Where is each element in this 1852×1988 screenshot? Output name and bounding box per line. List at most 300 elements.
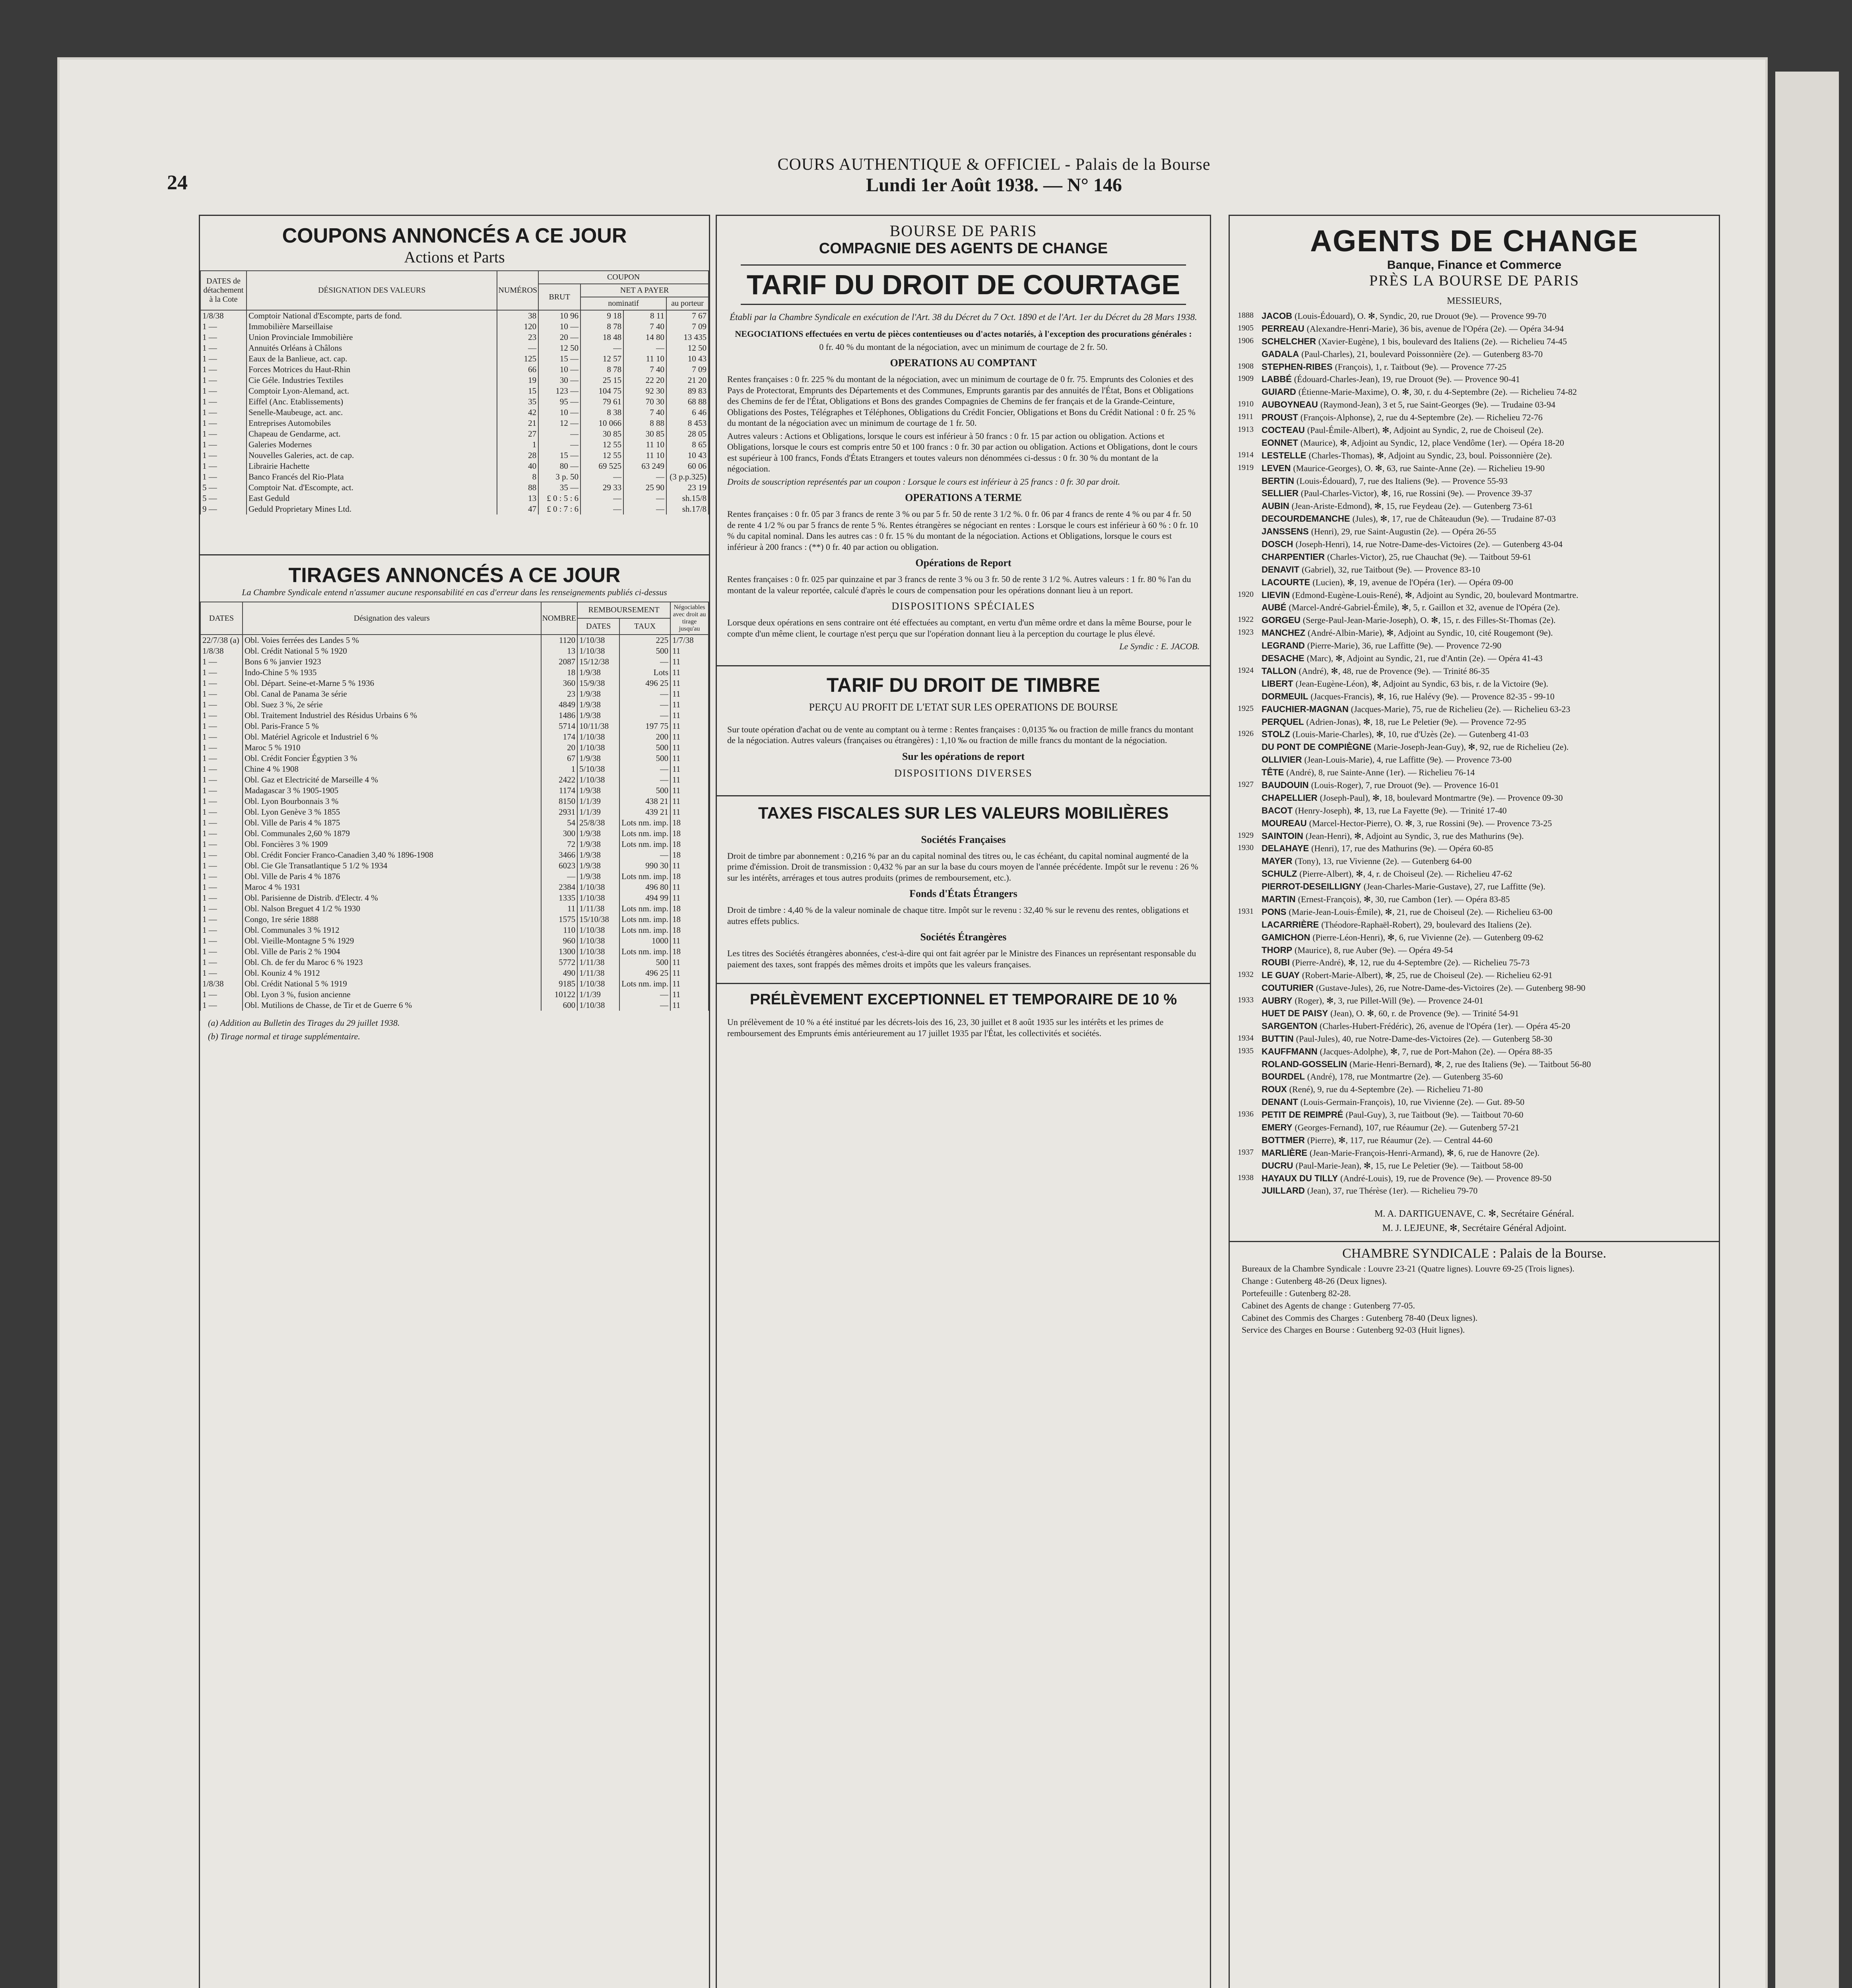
tirages-cell: 1 —: [200, 732, 243, 742]
tirages-row: [200, 903, 709, 914]
tirages-cell: 1/9/38: [577, 850, 619, 860]
agent-year: [1238, 1070, 1262, 1083]
tirages-cell: 1/9/38: [577, 839, 619, 850]
tirages-cell: Obl. Traitement Industriel des Résidus Urbains 6 %: [243, 710, 541, 721]
agent-name: LACARRIÈRE: [1262, 919, 1319, 930]
tirages-cell: 18: [670, 828, 709, 839]
coupons-subtitle: Actions et Parts: [404, 248, 505, 266]
agent-year: 1930: [1238, 843, 1254, 852]
coupon-row: [200, 364, 709, 375]
coupon-cell: Comptoir National d'Escompte, parts de fond.: [247, 310, 497, 321]
agent-year: [1238, 741, 1262, 753]
coupon-cell: 21 20: [666, 375, 709, 386]
agent-name: PONS: [1262, 907, 1287, 917]
agent-details: (François), 1, r. Taitbout (9e). — Provence 77-25: [1335, 361, 1506, 372]
tirages-row: [200, 807, 709, 817]
agent-details: (Lucien), ✻, 19, avenue de l'Opéra (1er). — Opéra 09-00: [1312, 577, 1513, 587]
tirages-cell: 18: [670, 946, 709, 957]
coupon-cell: 1 —: [200, 332, 247, 343]
agent-details: (Charles-Hubert-Frédéric), 26, avenue de l'Opéra (1er). — Opéra 45-20: [1320, 1021, 1571, 1031]
tirages-cell: Lots nm. imp.: [619, 978, 670, 989]
tirages-cell: Maroc 4 % 1931: [243, 882, 541, 893]
right-column: [1229, 215, 1720, 1988]
tirages-cell: 300: [541, 828, 578, 839]
coupon-row: [200, 332, 709, 343]
coupons-title: COUPONS ANNONCÉS A CE JOUR: [282, 224, 627, 247]
agent-entry: [1238, 868, 1711, 880]
tirages-row: [200, 968, 709, 978]
tirages-cell: Lots nm. imp.: [619, 817, 670, 828]
tirages-cell: Obl. Voies ferrées des Landes 5 %: [243, 635, 541, 646]
tirages-cell: 1/1/39: [577, 807, 619, 817]
timbre-text: Sur toute opération d'achat ou de vente au comptant ou à terme : Rentes françaises : 0,0135 ‰ ou fraction de mille francs du montant de la négociation. Autres valeurs (françaises ou étrangères) : 1,10 ‰ ou fraction de mille francs du montant de la négociation.: [727, 724, 1194, 745]
tirage-col-nombre: NOMBRE: [541, 602, 578, 635]
coupon-cell: 1 —: [200, 364, 247, 375]
agent-entry: [1238, 398, 1711, 411]
agent-name: DESACHE: [1262, 653, 1305, 664]
agent-name: LE GUAY: [1262, 970, 1300, 980]
agent-name: DOSCH: [1262, 539, 1293, 549]
tirages-cell: 11: [670, 678, 709, 689]
tirages-cell: 1 —: [200, 850, 243, 860]
agent-details: (Jean-Eugène-Léon), ✻, Adjoint au Syndic, 63 bis, r. de la Victoire (9e).: [1295, 678, 1549, 689]
tirages-cell: 438 21: [619, 796, 670, 807]
tirages-cell: 6023: [541, 860, 578, 871]
tirages-cell: —: [619, 656, 670, 667]
coupon-cell: —: [538, 439, 580, 450]
coupon-cell: £ 0 : 5 : 6: [538, 493, 580, 504]
tirages-cell: Obl. Ville de Paris 4 % 1875: [243, 817, 541, 828]
tirages-cell: 1 —: [200, 710, 243, 721]
tirages-cell: 1/10/38: [577, 646, 619, 656]
agent-entry: [1238, 665, 1711, 678]
prelevement-text: Un prélèvement de 10 % a été institué par les décrets-lois des 16, 23, 30 juillet et 8 août 1935 sur les intérêts et les primes de remboursement des Emprunts émis antérieurement au 17 juillet 1935 par l'État, les collectivités et sociétés.: [727, 1017, 1164, 1038]
agent-name: BACOT: [1262, 805, 1293, 815]
tirages-cell: 1/10/38: [577, 925, 619, 936]
tirages-cell: 1/10/38: [577, 936, 619, 946]
tirages-cell: 1/9/38: [577, 871, 619, 882]
comptant-text: Rentes françaises : 0 fr. 225 % du montant de la négociation, avec un minimum de courtage de 0 fr. 75. Emprunts des Colonies et des Pays de Protectorat, Emprunts des Départements et des Communes, Emprunts garantis par des annuités de l'État, Bons et Obligations des Chemins de fer de l'État, Obligations et Bons des grandes Compagnies de Chemins de fer français et de la Grande-Ceinture, Obligations des Postes, Télégraphes et Téléphones, Obligations du Crédit Foncier, Obligations et Bons du Crédit National : 0 fr. 25 % du montant de la négociation avec un minimum de courtage de 1 fr. 50.: [727, 374, 1196, 428]
tirages-cell: 500: [619, 957, 670, 968]
tirages-cell: 1300: [541, 946, 578, 957]
agent-year: 1933: [1238, 996, 1254, 1005]
agent-entry: [1238, 703, 1711, 716]
agent-entry: [1238, 437, 1711, 449]
agent-details: (Marcel-Hector-Pierre), O. ✻, 3, rue Rossini (9e). — Provence 73-25: [1309, 818, 1552, 828]
agent-name: JANSSENS: [1262, 526, 1309, 537]
agent-entry: [1238, 576, 1711, 589]
tirages-cell: 1 —: [200, 957, 243, 968]
agent-entry: [1238, 1096, 1711, 1109]
agent-year: 1920: [1238, 590, 1254, 599]
coupon-cell: 13: [497, 493, 538, 504]
agent-entry: [1238, 969, 1711, 982]
agent-details: (Jacques-Francis), ✻, 16, rue Halévy (9e). — Provence 82-35 - 99-10: [1310, 691, 1555, 701]
tirages-cell: 5772: [541, 957, 578, 968]
coupon-row: [200, 375, 709, 386]
coupon-cell: 8 453: [666, 418, 709, 429]
agent-year: [1238, 1134, 1262, 1147]
agent-name: CHARPENTIER: [1262, 551, 1325, 562]
tirages-cell: 18: [670, 839, 709, 850]
tirages-cell: —: [619, 699, 670, 710]
agent-year: 1934: [1238, 1033, 1254, 1043]
agent-name: BOURDEL: [1262, 1072, 1305, 1082]
agent-year: [1238, 551, 1262, 563]
tirages-cell: 11: [670, 689, 709, 699]
tirages-row: [200, 893, 709, 903]
agent-entry: [1238, 855, 1711, 868]
agent-details: (Louis-Marie-Charles), ✻, 10, rue d'Uzès (2e). — Gutenberg 41-03: [1292, 729, 1529, 740]
agent-details: (André), ✻, 48, rue de Provence (9e). — Trinité 86-35: [1299, 666, 1490, 676]
agent-name: BERTIN: [1262, 476, 1294, 486]
tirages-cell: Obl. Crédit Foncier Franco-Canadien 3,40 % 1896-1908: [243, 850, 541, 860]
next-page-edge: [1775, 72, 1839, 1988]
tirages-cell: Maroc 5 % 1910: [243, 742, 541, 753]
coupon-cell: sh.15/8: [666, 493, 709, 504]
societes-etrangeres-text: Les titres des Sociétés étrangères abonnées, c'est-à-dire qui ont fait agréer par le Ministre des Finances un représentant responsable du paiement des taxes, sont frappés des mêmes droits et impôts que les valeurs françaises.: [727, 948, 1196, 969]
coupon-cell: 7 09: [666, 321, 709, 332]
tirages-cell: Obl. Paris-France 5 %: [243, 721, 541, 732]
tirages-cell: 1/7/38: [670, 635, 709, 646]
agent-entry: [1238, 994, 1711, 1007]
coupon-cell: 12 50: [666, 343, 709, 353]
coupon-cell: 1 —: [200, 396, 247, 407]
tirages-cell: Obl. Crédit Foncier Égyptien 3 %: [243, 753, 541, 764]
agent-entry: [1238, 1020, 1711, 1033]
tirages-cell: 1/10/38: [577, 882, 619, 893]
tirages-cell: 1 —: [200, 860, 243, 871]
coupon-cell: Annuités Orléans à Châlons: [247, 343, 497, 353]
tirages-cell: 500: [619, 753, 670, 764]
coupon-cell: 7 67: [666, 310, 709, 321]
tirages-cell: Obl. Kouniz 4 % 1912: [243, 968, 541, 978]
agent-name: BAUDOUIN: [1262, 780, 1309, 790]
agent-entry: [1238, 1058, 1711, 1071]
tirages-cell: 1/1/39: [577, 989, 619, 1000]
tirage-col-designation: Désignation des valeurs: [243, 602, 541, 635]
tirages-cell: 54: [541, 817, 578, 828]
agent-year: 1936: [1238, 1110, 1254, 1119]
tirages-cell: Lots nm. imp.: [619, 871, 670, 882]
tirages-cell: 1/11/38: [577, 903, 619, 914]
tirages-cell: 11: [670, 807, 709, 817]
agent-name: AUBÉ: [1262, 602, 1287, 613]
agent-details: (Jean), 37, rue Thérèse (1er). — Richelieu 79-70: [1307, 1186, 1478, 1196]
tirages-cell: Chine 4 % 1908: [243, 764, 541, 775]
tirages-cell: 1 —: [200, 882, 243, 893]
agent-year: 1922: [1238, 615, 1254, 624]
coupon-cell: 80 —: [538, 461, 580, 472]
agent-details: (Paul-Guy), 3, rue Taitbout (9e). — Taitbout 70-60: [1345, 1110, 1524, 1120]
tirages-cell: 2422: [541, 775, 578, 785]
coupon-cell: 12 50: [538, 343, 580, 353]
compagnie-heading: COMPAGNIE DES AGENTS DE CHANGE: [819, 240, 1108, 257]
tirages-cell: 1/9/38: [577, 828, 619, 839]
coupon-cell: 68 88: [666, 396, 709, 407]
agent-entry: [1238, 830, 1711, 843]
tirages-cell: 18: [541, 667, 578, 678]
page-header: [676, 155, 1312, 196]
agent-details: (Pierre-Léon-Henri), ✻, 6, rue Vivienne (2e). — Gutenberg 09-62: [1312, 932, 1543, 942]
agent-entry: [1238, 842, 1711, 855]
tirages-row: [200, 860, 709, 871]
agent-details: (Maurice-Georges), O. ✻, 63, rue Sainte-Anne (2e). — Richelieu 19-90: [1293, 463, 1545, 473]
tirage-col-negociables: Négociables avec droit au tirage jusqu'au: [670, 602, 709, 635]
tirages-cell: Obl. Nalson Breguet 4 1/2 % 1930: [243, 903, 541, 914]
agent-details: (Jean-Charles-Marie-Gustave), 27, rue Laffitte (9e).: [1363, 881, 1545, 892]
agent-year: [1238, 716, 1262, 728]
coupon-cell: Immobilière Marseillaise: [247, 321, 497, 332]
agent-year: [1238, 690, 1262, 703]
tirages-cell: 9185: [541, 978, 578, 989]
tirages-cell: 10/11/38: [577, 721, 619, 732]
tirages-cell: 11: [670, 753, 709, 764]
secretaire-adjoint: M. J. LEJEUNE, ✻, Secrétaire Général Adjoint.: [1382, 1223, 1567, 1234]
chambre-info-line: Portefeuille : Gutenberg 82-28.: [1242, 1288, 1351, 1298]
tirages-row: [200, 635, 709, 646]
coupon-cell: 23: [497, 332, 538, 343]
agent-details: (Jean-Marie-François-Henri-Armand), ✻, 6, rue de Hanovre (2e).: [1309, 1147, 1539, 1158]
agent-name: PERREAU: [1262, 323, 1305, 334]
coupon-cell: Galeries Modernes: [247, 439, 497, 450]
tirages-cell: 494 99: [619, 893, 670, 903]
coupon-cell: 18 48: [580, 332, 623, 343]
tirages-cell: 1 —: [200, 968, 243, 978]
coupon-cell: 1 —: [200, 353, 247, 364]
tirages-cell: 18: [670, 817, 709, 828]
coupon-cell: 60 06: [666, 461, 709, 472]
agent-entry: [1238, 716, 1711, 728]
tirages-cell: 11: [541, 903, 578, 914]
tirages-cell: 4849: [541, 699, 578, 710]
tirages-cell: Lots nm. imp.: [619, 914, 670, 925]
tirages-cell: 11: [670, 796, 709, 807]
tirages-cell: 1 —: [200, 689, 243, 699]
agent-details: (Joseph-Paul), ✻, 18, boulevard Montmartre (9e). — Provence 09-30: [1320, 792, 1563, 803]
agent-name: MARTIN: [1262, 894, 1296, 904]
coupon-cell: —: [580, 504, 623, 514]
tirages-cell: Madagascar 3 % 1905-1905: [243, 785, 541, 796]
agent-entry: [1238, 1159, 1711, 1172]
tirages-cell: 10122: [541, 989, 578, 1000]
agent-name: BOTTMER: [1262, 1135, 1305, 1145]
agent-details: (Louis-Édouard), O. ✻, Syndic, 20, rue Drouot (9e). — Provence 99-70: [1295, 311, 1547, 321]
agent-name: LIEVIN: [1262, 590, 1290, 600]
tirages-cell: Bons 6 % janvier 1923: [243, 656, 541, 667]
societes-francaises-text: Droit de timbre par abonnement : 0,216 % par an du capital nominal des titres ou, le cas échéant, du capital nominal augmenté de la prime d'émission. Droit de transmission : 0,432 % par an sur la base du cours moyen de l'année précédente. Impôt sur le revenu : 26 % sur les intérêts, arrérages et tous autres produits (primes de remboursement, etc.).: [727, 850, 1198, 883]
agent-details: (Joseph-Henri), 14, rue Notre-Dame-des-Victoires (2e). — Gutenberg 43-04: [1295, 539, 1563, 549]
agent-details: (Henry-Joseph), ✻, 13, rue La Fayette (9e). — Trinité 17-40: [1295, 805, 1507, 815]
agent-year: [1238, 931, 1262, 944]
coupon-row: [200, 343, 709, 353]
tirages-cell: Obl. Ville de Paris 4 % 1876: [243, 871, 541, 882]
tirage-col-rdates: DATES: [577, 618, 619, 635]
coupon-cell: Comptoir Lyon-Alemand, act.: [247, 386, 497, 396]
agent-year: [1238, 1058, 1262, 1071]
tirages-cell: 197 75: [619, 721, 670, 732]
coupon-cell: —: [623, 504, 666, 514]
agent-details: (Raymond-Jean), 3 et 5, rue Saint-Georges (9e). — Trudaine 03-94: [1320, 400, 1555, 410]
agent-details: (Marcel-André-Gabriel-Émile), ✻, 5, r. Gaillon et 32, avenue de l'Opéra (2e).: [1289, 602, 1560, 613]
coupon-cell: 69 525: [580, 461, 623, 472]
coupon-cell: 20 —: [538, 332, 580, 343]
agent-name: STEPHEN-RIBES: [1262, 361, 1333, 372]
tirages-cell: 600: [541, 1000, 578, 1011]
tirages-note: La Chambre Syndicale entend n'assumer aucune responsabilité en cas d'erreur dans les renseignements publiés ci-dessus: [242, 587, 667, 597]
agent-entry: [1238, 513, 1711, 525]
tirages-cell: 110: [541, 925, 578, 936]
agent-name: COUTURIER: [1262, 983, 1314, 993]
agent-name: DUCRU: [1262, 1160, 1293, 1171]
coupon-cell: 11 10: [623, 353, 666, 364]
agents-subtitle: Banque, Finance et Commerce: [1387, 258, 1562, 272]
coupon-row: [200, 450, 709, 461]
agent-entry: [1238, 792, 1711, 804]
agent-details: (Jean-Henri), ✻, Adjoint au Syndic, 3, rue des Mathurins (9e).: [1305, 831, 1524, 841]
agent-name: HAYAUX DU TILLY: [1262, 1173, 1338, 1183]
tirages-cell: —: [619, 850, 670, 860]
coupon-cell: 7 40: [623, 364, 666, 375]
coupon-cell: 22 20: [623, 375, 666, 386]
tirages-cell: 11: [670, 775, 709, 785]
coupon-cell: 28 05: [666, 429, 709, 439]
agent-name: MOUREAU: [1262, 818, 1307, 828]
agent-year: [1238, 1007, 1262, 1020]
tirages-cell: 1 —: [200, 656, 243, 667]
tirages-cell: Lots nm. imp.: [619, 839, 670, 850]
tirages-cell: 1 —: [200, 785, 243, 796]
tirages-row: [200, 689, 709, 699]
tirages-cell: 1486: [541, 710, 578, 721]
tirages-title: TIRAGES ANNONCÉS A CE JOUR: [200, 554, 709, 587]
agent-entry: [1238, 880, 1711, 893]
agent-details: (Paul-Charles), 21, boulevard Poissonnière (2e). — Gutenberg 83-70: [1301, 349, 1543, 359]
agent-entry: [1238, 956, 1711, 969]
coupon-cell: 5 —: [200, 482, 247, 493]
tirages-row: [200, 946, 709, 957]
tirages-cell: 1/10/38: [577, 978, 619, 989]
messieurs-label: MESSIEURS,: [1446, 296, 1502, 306]
coupon-cell: 8 78: [580, 364, 623, 375]
tirages-cell: Obl. Lyon Genève 3 % 1855: [243, 807, 541, 817]
tirages-cell: 13: [541, 646, 578, 656]
coupon-cell: 42: [497, 407, 538, 418]
tirages-cell: Indo-Chine 5 % 1935: [243, 667, 541, 678]
agent-year: 1906: [1238, 336, 1254, 345]
agent-entry: [1238, 449, 1711, 462]
agent-details: (Jacques-Marie), 75, rue de Richelieu (2e). — Richelieu 63-23: [1351, 704, 1571, 714]
chambre-syndicale-info: [1230, 1261, 1719, 1338]
agent-name: GADALA: [1262, 349, 1299, 359]
coupon-cell: Librairie Hachette: [247, 461, 497, 472]
tirages-row: [200, 710, 709, 721]
agent-details: (Louis-Édouard), 7, rue des Italiens (9e). — Provence 55-93: [1296, 476, 1508, 486]
agent-name: MARLIÈRE: [1262, 1147, 1307, 1158]
tirages-row: [200, 646, 709, 656]
coupon-cell: 1 —: [200, 407, 247, 418]
agent-details: (Maurice), 8, rue Auber (9e). — Opéra 49-54: [1295, 945, 1453, 955]
agent-details: (Pierre-Albert), ✻, 4, r. de Choiseul (2e). — Richelieu 47-62: [1299, 869, 1512, 879]
agent-year: 1938: [1238, 1173, 1254, 1182]
col-header-net: NET A PAYER: [580, 284, 709, 297]
agent-year: [1238, 513, 1262, 525]
report-heading: Opérations de Report: [915, 557, 1011, 569]
agent-year: [1238, 855, 1262, 868]
agent-details: (André-Louis), 19, rue de Provence (9e). — Provence 89-50: [1340, 1173, 1551, 1183]
coupon-cell: 9 18: [580, 310, 623, 321]
tirages-row: [200, 882, 709, 893]
agent-year: [1238, 678, 1262, 690]
coupon-cell: East Geduld: [247, 493, 497, 504]
tirages-cell: 990 30: [619, 860, 670, 871]
agent-name: DORMEUIL: [1262, 691, 1308, 701]
taxes-title: TAXES FISCALES SUR LES VALEURS MOBILIÈRES: [758, 803, 1169, 822]
tirages-cell: 11: [670, 860, 709, 871]
agent-name: TÊTE: [1262, 767, 1284, 778]
agent-name: SAINTOIN: [1262, 831, 1303, 841]
tirages-rows: [200, 635, 709, 1011]
tirages-cell: 496 25: [619, 678, 670, 689]
coupon-cell: 28: [497, 450, 538, 461]
agent-entry: [1238, 944, 1711, 957]
agent-details: (Jules), ✻, 17, rue de Châteaudun (9e). — Trudaine 87-03: [1352, 514, 1556, 524]
agent-year: [1238, 792, 1262, 804]
agent-year: 1937: [1238, 1147, 1254, 1157]
tirages-cell: Obl. Vieille-Montagne 5 % 1929: [243, 936, 541, 946]
left-column: [199, 215, 710, 1988]
agent-year: 1913: [1238, 425, 1254, 434]
coupon-cell: 92 30: [623, 386, 666, 396]
coupon-cell: 25 90: [623, 482, 666, 493]
agent-year: [1238, 475, 1262, 487]
coupon-cell: sh.17/8: [666, 504, 709, 514]
agent-name: EMERY: [1262, 1122, 1293, 1132]
tirages-row: [200, 828, 709, 839]
coupon-cell: 10 96: [538, 310, 580, 321]
tirages-row: [200, 936, 709, 946]
coupon-cell: 8 11: [623, 310, 666, 321]
tirages-row: [200, 667, 709, 678]
coupon-cell: 27: [497, 429, 538, 439]
agent-year: 1926: [1238, 729, 1254, 738]
coupon-cell: 10 —: [538, 407, 580, 418]
tirages-cell: Obl. Mutilions de Chasse, de Tir et de Guerre 6 %: [243, 1000, 541, 1011]
timbre-subtitle: PERÇU AU PROFIT DE L'ETAT SUR LES OPERATIONS DE BOURSE: [809, 701, 1118, 713]
tirages-cell: 8150: [541, 796, 578, 807]
tirages-cell: 200: [619, 732, 670, 742]
tirages-row: [200, 656, 709, 667]
agent-entry: [1238, 678, 1711, 690]
tirages-cell: 1/10/38: [577, 775, 619, 785]
agent-name: FAUCHIER-MAGNAN: [1262, 704, 1349, 714]
coupon-cell: —: [623, 493, 666, 504]
tirages-cell: —: [619, 775, 670, 785]
agent-name: ROUX: [1262, 1084, 1287, 1095]
agent-name: BUTTIN: [1262, 1033, 1294, 1044]
tirages-cell: 11: [670, 667, 709, 678]
agent-details: (Maurice), ✻, Adjoint au Syndic, 12, place Vendôme (1er). — Opéra 18-20: [1300, 437, 1564, 448]
agent-year: 1914: [1238, 450, 1254, 459]
col-header-numeros: NUMÉROS: [497, 271, 538, 310]
terme-heading: OPERATIONS A TERME: [905, 492, 1022, 503]
coupon-cell: Nouvelles Galeries, act. de cap.: [247, 450, 497, 461]
tirages-cell: 1 —: [200, 925, 243, 936]
coupon-cell: —: [580, 343, 623, 353]
agent-details: (Jean-Louis-Marie), 4, rue Laffitte (9e). — Provence 73-00: [1304, 755, 1512, 765]
tirages-cell: Obl. Ch. de fer du Maroc 6 % 1923: [243, 957, 541, 968]
agent-entry: [1238, 627, 1711, 639]
